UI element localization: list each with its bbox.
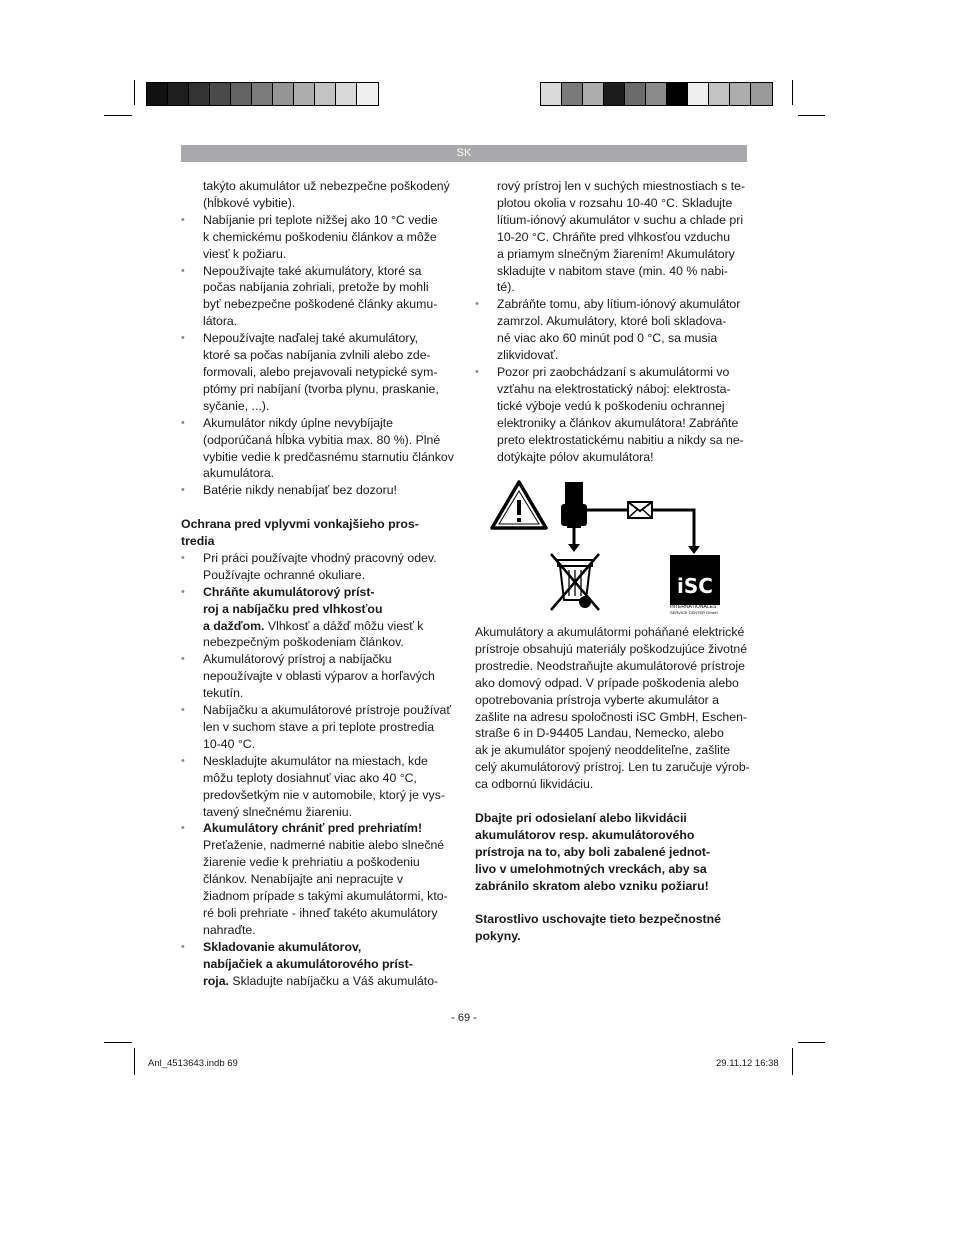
text-line: straße 6 in D-94405 Landau, Nemecko, alebo — [475, 726, 724, 741]
text-line: né viac ako 60 minút pod 0 °C, sa musia — [497, 331, 718, 346]
text-line: livo v umelohmotných vreckách, aby sa — [475, 861, 707, 876]
text-line: (hĺbkové vybitie). — [203, 195, 296, 210]
text-line: Používajte ochranné okuliare. — [203, 567, 366, 582]
disposal-paragraph — [475, 624, 755, 793]
bullet-storage-temperature — [181, 753, 461, 821]
text-line: • Neskladujte akumulátor na miestach, kde — [203, 753, 428, 768]
text-line: tekutín. — [203, 686, 244, 701]
text-line: byť nebezpečne poškodené články akumu- — [203, 297, 438, 312]
color-swatch — [541, 83, 562, 105]
color-swatch — [646, 83, 667, 105]
bullet-moisture — [181, 584, 461, 652]
text-line: • Nabíjačku a akumulátorové prístroje používať — [203, 703, 451, 718]
text-line: • Nepoužívajte také akumulátory, ktoré sa — [203, 263, 422, 278]
text-line: zamrzol. Akumulátory, ktoré boli skladova- — [497, 314, 727, 329]
left-column — [181, 178, 461, 989]
color-swatch — [751, 83, 772, 105]
text-line: k chemickému poškodeniu článkov a môže — [203, 229, 437, 244]
crop-mark — [134, 80, 135, 105]
text-line: roj a nabíjačku pred vlhkosťou — [203, 601, 383, 616]
text-line: ktoré sa počas nabíjania zvlnili alebo zde- — [203, 348, 431, 363]
right-column — [475, 178, 760, 465]
text-line: len v suchom stave a pri teplote prostredia — [203, 719, 435, 734]
text-line: predovšetkým nie v automobile, ktorý je vys- — [203, 787, 445, 802]
text-line: vybitie vedie k predčasnému starnutiu článkov — [203, 449, 454, 464]
text-line: nebezpečným poškodeniam článkov. — [203, 635, 404, 650]
text-line: • Zabráňte tomu, aby lítium-iónový akumulátor — [497, 297, 741, 312]
text-line: akumulátora. — [203, 466, 275, 481]
bullet-protective-clothing — [181, 550, 461, 584]
color-swatch — [709, 83, 730, 105]
text-line: počas nabíjania zohriali, pretože by mohli — [203, 280, 429, 295]
text-line: • Batérie nikdy nenabíjať bez dozoru! — [203, 483, 397, 498]
color-swatch — [252, 83, 273, 105]
text-line: Ochrana pred vplyvmi vonkajšieho pros- — [181, 517, 419, 532]
color-swatch — [189, 83, 210, 105]
text-line: tické výboje vedú k poškodeniu ochrannej — [497, 398, 725, 413]
text-line: • Akumulátor nikdy úplne nevybíjajte — [203, 415, 394, 430]
text-line: takýto akumulátor už nebezpečne poškodený — [203, 179, 450, 193]
text-line: nahraďte. — [203, 922, 256, 937]
text-line: • Pri práci používajte vhodný pracovný odev. — [203, 550, 437, 565]
text-line: zlikvidovať. — [497, 348, 559, 363]
text-line: článkov. Nenabíjajte ani nepracujte v — [203, 872, 404, 887]
color-swatch — [147, 83, 168, 105]
crop-mark — [798, 1042, 825, 1043]
color-swatch — [315, 83, 336, 105]
text-line: viesť k požiaru. — [203, 246, 287, 261]
text-line: a priamym slnečným žiarením! Akumulátory — [497, 246, 735, 261]
isc-sub-line: INTERNATIONALES — [670, 604, 717, 610]
text-line: Dbajte pri odosielaní alebo likvidácii — [475, 810, 687, 825]
color-swatch — [168, 83, 189, 105]
color-swatch — [273, 83, 294, 105]
packaging-note — [475, 810, 755, 895]
storage-continuation — [475, 178, 760, 296]
color-swatch — [730, 83, 751, 105]
text-line: • Pozor pri zaobchádzaní s akumulátormi vo — [497, 364, 730, 379]
color-swatch — [583, 83, 604, 105]
text-line: elektroniky a článkov akumulátora! Zabráňte — [497, 415, 739, 430]
text-bold: a dažďom. — [203, 618, 265, 633]
color-swatch — [625, 83, 646, 105]
crop-mark — [134, 1048, 135, 1075]
bullet-storing — [181, 939, 461, 990]
text-line: • Nabíjanie pri teplote nižšej ako 10 °C vedie — [203, 212, 438, 227]
text-bold: roja. — [203, 973, 229, 988]
text-line: té). — [497, 280, 515, 295]
text-line: prostredie. Neodstraňujte akumulátorové prístroje — [475, 658, 745, 673]
text-normal: Skladujte nabíjačku a Váš akumuláto- — [228, 973, 439, 988]
text-line: nabíjačiek a akumulátorového príst- — [203, 956, 413, 971]
text-line: látora. — [203, 314, 238, 329]
text-line: ptómy pri nabíjaní (tvorba plynu, praskanie, — [203, 381, 439, 396]
bullet-supervision — [181, 482, 461, 499]
intro-text — [181, 178, 461, 212]
text-line: • Nepoužívajte naďalej také akumulátory, — [203, 331, 419, 346]
connector-line-to-logo — [652, 510, 694, 548]
bullet-heated-batteries — [181, 263, 461, 331]
text-line: 10-40 °C. — [203, 736, 256, 751]
text-line: Preťaženie, nadmerné nabitie alebo slnečné — [203, 838, 445, 853]
crop-mark — [792, 80, 793, 105]
text-line: tredia — [181, 534, 215, 549]
text-line: preto elektrostatickému nabitiu a nikdy sa ne- — [497, 432, 744, 447]
envelope-icon — [628, 502, 652, 518]
text-line: akumulátorov resp. akumulátorového — [475, 827, 695, 842]
text-line: (odporúčaná hĺbka vybitia max. 80 %). Plné — [203, 432, 441, 447]
keep-instructions-note — [475, 911, 755, 945]
bullet-overheating — [181, 820, 461, 938]
text-line: • Chráňte akumulátorový príst- — [203, 584, 375, 599]
isc-logo-text: iSC — [677, 574, 713, 598]
text-line: • Skladovanie akumulátorov, — [203, 939, 362, 954]
text-line: • Akumulátory chrániť pred prehriatím! — [203, 821, 423, 836]
color-swatch — [336, 83, 357, 105]
crop-mark — [798, 115, 825, 116]
color-swatch — [210, 83, 231, 105]
text-line: ako domový odpad. V prípade poškodenia alebo — [475, 675, 739, 690]
text-line: zabránilo skratom alebo vzniku požiaru! — [475, 878, 709, 893]
disposal-section — [475, 624, 755, 945]
text-line: • Akumulátorový prístroj a nabíjačku — [203, 652, 392, 667]
text-line: vzťahu na elektrostatický náboj: elektrosta- — [497, 381, 731, 396]
bullet-discharge-depth — [181, 415, 461, 483]
section-heading-environment — [181, 516, 461, 550]
crop-mark — [792, 1048, 793, 1075]
text-line: zašlite na adresu spoločnosti iSC GmbH, Eschen- — [475, 709, 748, 724]
text-line: formovali, alebo prejavovali netypické sym- — [203, 364, 438, 379]
bullet-vapours — [181, 651, 461, 702]
text-line: 10-20 °C. Chráňte pred vlhkosťou vzduchu — [497, 229, 731, 244]
text-line: ré boli prehriate - ihneď takéto akumulátory — [203, 905, 438, 920]
text-line: Starostlivo uschovajte tieto bezpečnostné — [475, 912, 721, 927]
crossed-bin-icon — [551, 554, 599, 610]
crop-mark — [104, 115, 132, 116]
text-line: dotýkajte pólov akumulátora! — [497, 449, 654, 464]
color-swatch — [357, 83, 378, 105]
color-bar-right — [540, 82, 773, 106]
text-line: plotou okolia v rozsahu 10-40 °C. Skladujte — [497, 195, 733, 210]
text-line: Akumulátory a akumulátormi poháňané elektrické — [475, 625, 745, 639]
bullet-freezing — [475, 296, 760, 364]
arrow-head — [688, 546, 700, 554]
bullet-electrostatic — [475, 364, 760, 465]
color-swatch — [294, 83, 315, 105]
footer-file: Anl_4513643.indb 69 — [148, 1058, 238, 1069]
language-code: SK — [456, 147, 472, 159]
isc-sub-line: SERVICE CENTER GmbH — [670, 610, 718, 615]
footer-date: 29.11.12 16:38 — [716, 1058, 779, 1069]
isc-logo-subtitle — [670, 605, 730, 615]
text-line: žiadnom prípade s takými akumulátormi, kto- — [203, 889, 448, 904]
text-line: prístroje obsahujú materiály poškodzujúce životné — [475, 641, 748, 656]
text-line: opotrebovania prístroja vyberte akumulátor a — [475, 692, 720, 707]
warning-triangle-icon — [492, 482, 546, 528]
text-line: syčanie, ...). — [203, 398, 270, 413]
page-number: - 69 - — [451, 1012, 477, 1024]
text-line: prístroja na to, aby boli zabalené jednot- — [475, 844, 711, 859]
color-swatch — [231, 83, 252, 105]
isc-logo — [670, 555, 720, 605]
color-swatch — [688, 83, 709, 105]
language-header-bar — [181, 145, 747, 162]
text-line: ca odbornú likvidáciu. — [475, 777, 594, 792]
bullet-low-temperature — [181, 212, 461, 263]
text-line: lítium-iónový akumulátor v suchu a chlade pri — [497, 212, 744, 227]
bullet-deformed-batteries — [181, 330, 461, 415]
text-line: nepoužívajte v oblasti výparov a horľavých — [203, 669, 435, 684]
text-line: celý akumulátorový prístroj. Len tu zaručuje výrob- — [475, 760, 750, 775]
text-normal: Vlhkosť a dážď môžu viesť k — [264, 618, 424, 633]
crop-mark — [104, 1042, 132, 1043]
color-bar-left — [146, 82, 379, 106]
text-line: skladujte v nabitom stave (min. 40 % nabi- — [497, 263, 729, 278]
color-swatch — [562, 83, 583, 105]
bullet-dry-use — [181, 702, 461, 753]
text-line: môžu teploty dosiahnuť viac ako 40 °C, — [203, 770, 417, 785]
color-swatch — [667, 83, 688, 105]
text-line: žiarenie vedie k prehriatiu a poškodeniu — [203, 855, 420, 870]
text-line: rový prístroj len v suchých miestnostiach s te- — [497, 179, 746, 193]
text-line: pokyny. — [475, 929, 521, 944]
text-line: tavený slnečnému žiareniu. — [203, 804, 353, 819]
text-line: ak je akumulátor spojený neoddeliteľne, zašlite — [475, 743, 731, 758]
arrow-head — [568, 544, 580, 552]
battery-device-icon — [561, 482, 587, 528]
color-swatch — [604, 83, 625, 105]
